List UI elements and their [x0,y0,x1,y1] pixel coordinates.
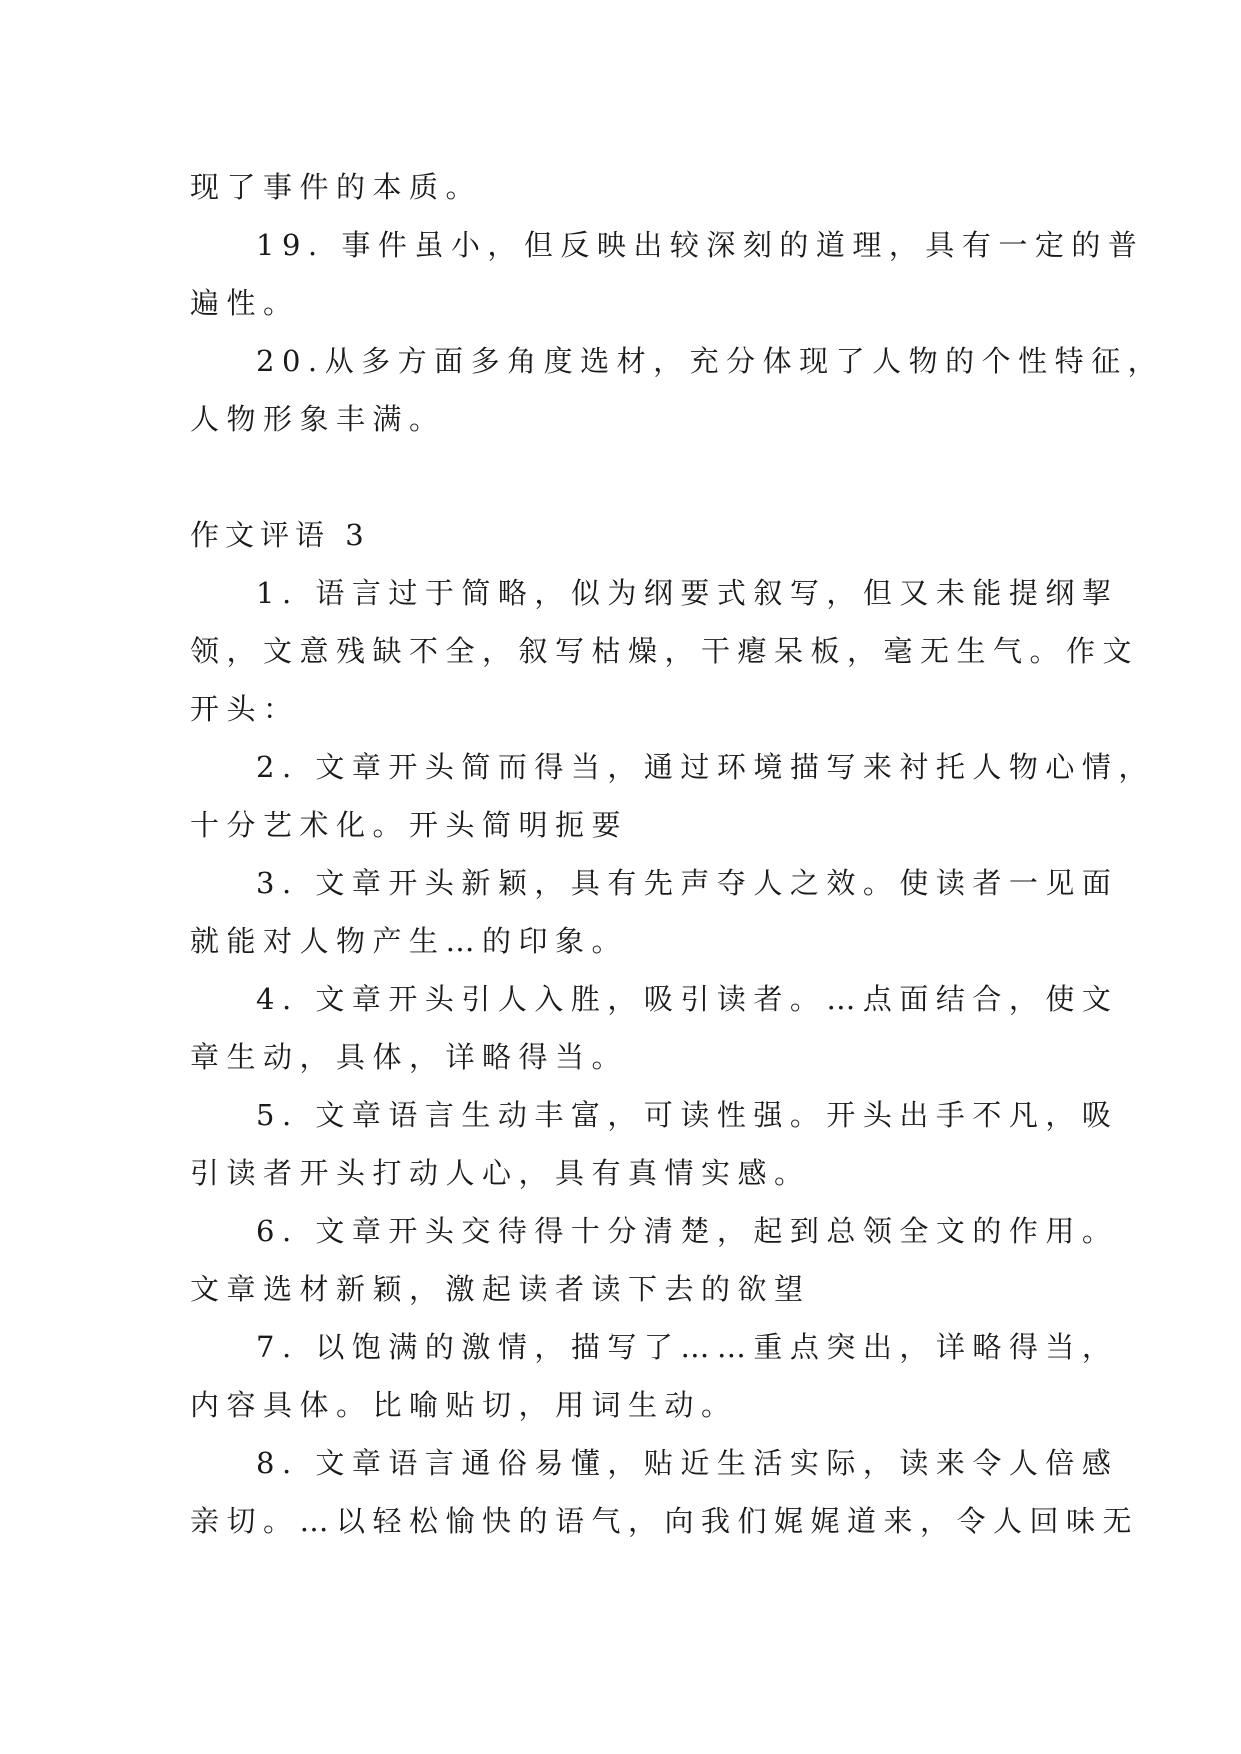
item-2-line-2: 十分艺术化。开头简明扼要 [190,808,629,842]
item-20-line-2: 人物形象丰满。 [190,402,446,436]
item-4-line-2: 章生动，具体，详略得当。 [190,1040,629,1074]
item-19-line-2: 遍性。 [190,286,300,320]
item-1-line-1: 1. 语言过于简略，似为纲要式叙写，但又未能提纲挈 [256,576,1119,610]
item-2-line-1: 2. 文章开头简而得当，通过环境描写来衬托人物心情， [256,750,1155,784]
item-1-line-3: 开头： [190,692,300,726]
item-20-line-1: 20.从多方面多角度选材，充分体现了人物的个性特征， [256,344,1165,378]
item-19-line-1: 19. 事件虽小，但反映出较深刻的道理，具有一定的普 [256,228,1145,262]
section-heading: 作文评语 3 [190,518,370,552]
item-6-line-2: 文章选材新颖，激起读者读下去的欲望 [190,1272,811,1306]
item-7-line-1: 7. 以饱满的激情，描写了……重点突出，详略得当， [256,1330,1119,1364]
section-gap [190,448,1060,506]
item-7-line-2: 内容具体。比喻贴切，用词生动。 [190,1388,738,1422]
document-page [190,158,1165,1550]
item-8-line-1: 8. 文章语言通俗易懂，贴近生活实际，读来令人倍感 [256,1446,1119,1480]
item-5-line-1: 5. 文章语言生动丰富，可读性强。开头出手不凡，吸 [256,1098,1119,1132]
item-3-line-1: 3. 文章开头新颖，具有先声夺人之效。使读者一见面 [256,866,1119,900]
item-5-line-2: 引读者开头打动人心，具有真情实感。 [190,1156,811,1190]
item-4-line-1: 4. 文章开头引人入胜，吸引读者。…点面结合，使文 [256,982,1119,1016]
item-3-line-2: 就能对人物产生…的印象。 [190,924,629,958]
paragraph-line: 现了事件的本质。 [190,170,483,204]
item-6-line-1: 6. 文章开头交待得十分清楚，起到总领全文的作用。 [256,1214,1119,1248]
item-1-line-2: 领，文意残缺不全，叙写枯燥，干瘪呆板，毫无生气。作文 [190,634,1140,668]
item-8-line-2: 亲切。…以轻松愉快的语气，向我们娓娓道来，令人回味无 [190,1504,1140,1538]
